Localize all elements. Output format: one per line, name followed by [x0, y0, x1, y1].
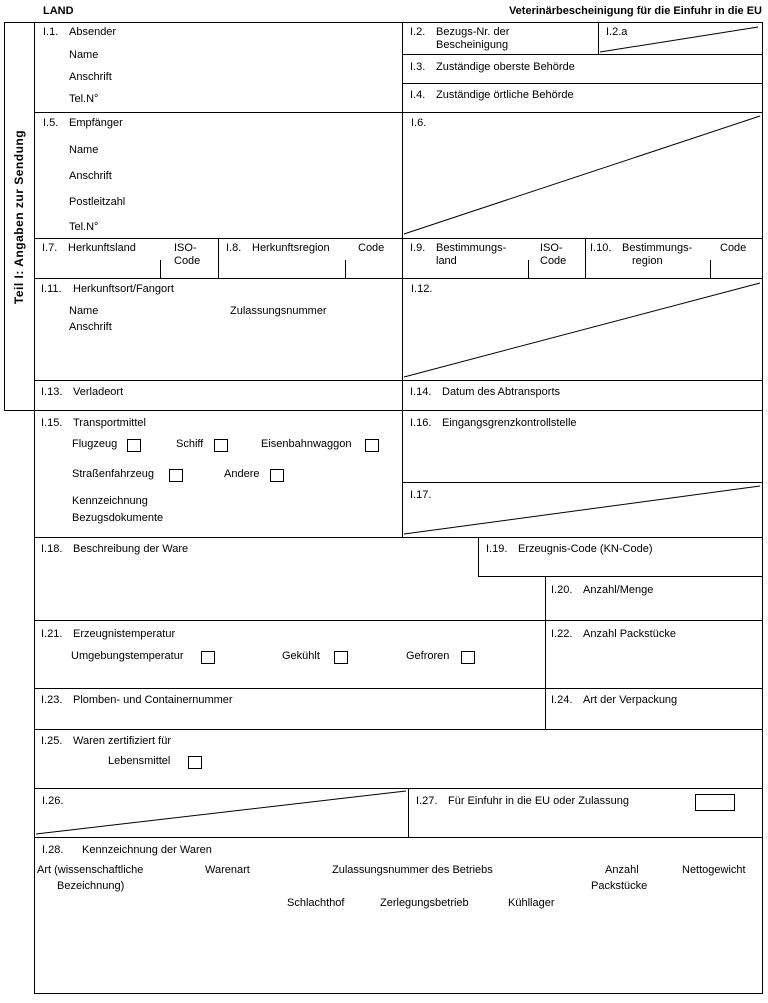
part1-sidebar-label: Teil I: Angaben zur Sendung — [12, 129, 27, 304]
field-i18 — [41, 543, 188, 556]
field-i17-number: I.17. — [410, 489, 432, 501]
field-i23-label: Plomben- und Containernummer — [73, 694, 233, 706]
field-i2 — [410, 26, 509, 52]
field-i5-tel-label: Tel.N° — [69, 221, 99, 233]
field-i3 — [410, 61, 575, 74]
field-i7-code-label: ISO- Code — [174, 242, 201, 267]
i15-other-checkbox[interactable] — [270, 469, 284, 482]
field-i1-tel-label: Tel.N° — [69, 93, 99, 105]
field-i11-address-label: Anschrift — [69, 321, 112, 333]
i28-col-net: Nettogewicht — [682, 864, 746, 876]
i25-food-label: Lebensmittel — [108, 755, 171, 767]
i21-chilled-label: Gekühlt — [282, 650, 320, 662]
i21-ambient-checkbox[interactable] — [201, 651, 215, 664]
field-i3-number: I.3. — [410, 61, 426, 73]
i15-docs-label: Bezugsdokumente — [72, 512, 164, 524]
i27-entry-box[interactable] — [695, 794, 735, 811]
field-i2-label: Bezugs-Nr. der Bescheinigung — [436, 26, 510, 51]
field-i11-label: Herkunftsort/Fangort — [73, 283, 174, 295]
field-i2-number: I.2. — [410, 26, 426, 38]
field-i27 — [416, 795, 629, 808]
field-i1-address-label: Anschrift — [69, 71, 112, 83]
field-i7-number: I.7. — [42, 242, 58, 254]
field-i1-name-label: Name — [69, 49, 99, 61]
field-i8 — [226, 242, 330, 255]
field-i19-label: Erzeugnis-Code (KN-Code) — [518, 543, 653, 555]
i21-chilled-checkbox[interactable] — [334, 651, 348, 664]
i28-col-qty-line1: Anzahl — [605, 864, 639, 876]
field-i4-label: Zuständige örtliche Behörde — [436, 89, 574, 101]
field-i18-number: I.18. — [41, 543, 63, 555]
i21-frozen-checkbox[interactable] — [461, 651, 475, 664]
field-i19 — [486, 543, 653, 556]
field-i24-label: Art der Verpackung — [583, 694, 678, 706]
field-i1-label: Absender — [69, 26, 117, 38]
field-i14 — [410, 386, 560, 399]
i15-ship-label: Schiff — [176, 438, 204, 450]
i28-col-cold-store: Kühllager — [508, 897, 555, 909]
field-i14-label: Datum des Abtransports — [442, 386, 561, 398]
field-i25 — [41, 735, 171, 748]
field-i9 — [410, 242, 506, 268]
field-i18-label: Beschreibung der Ware — [73, 543, 189, 555]
field-i23 — [41, 694, 233, 707]
field-i11-approval-label: Zulassungsnummer — [230, 305, 327, 317]
field-i28-label: Kennzeichnung der Waren — [82, 844, 212, 856]
field-i13-number: I.13. — [41, 386, 63, 398]
field-i9-code-label: ISO- Code — [540, 242, 567, 267]
field-i8-label: Herkunftsregion — [252, 242, 330, 254]
field-i24-number: I.24. — [551, 694, 573, 706]
field-i3-label: Zuständige oberste Behörde — [436, 61, 575, 73]
field-i27-label: Für Einfuhr in die EU oder Zulassung — [448, 795, 629, 807]
field-i9-number: I.9. — [410, 242, 426, 254]
field-i6-number: I.6. — [411, 117, 427, 129]
field-i12-number: I.12. — [411, 283, 433, 295]
i21-frozen-label: Gefroren — [406, 650, 450, 662]
page-title: Veterinärbescheinigung für die Einfuhr in die EU — [508, 5, 762, 17]
field-i5-number: I.5. — [43, 117, 59, 129]
field-i20-label: Anzahl/Menge — [583, 584, 654, 596]
field-i16-label: Eingangsgrenzkontrollstelle — [442, 417, 577, 429]
i15-rail-label: Eisenbahnwaggon — [261, 438, 352, 450]
field-i1-number: I.1. — [43, 26, 59, 38]
field-i13-label: Verladeort — [73, 386, 124, 398]
field-i7-label: Herkunftsland — [68, 242, 136, 254]
i15-marking-label: Kennzeichnung — [72, 495, 148, 507]
i28-col-approval: Zulassungsnummer des Betriebs — [332, 864, 493, 876]
field-i11-name-label: Name — [69, 305, 99, 317]
country-label: LAND — [43, 5, 74, 17]
i28-col-type: Warenart — [205, 864, 250, 876]
field-i11-number: I.11. — [41, 283, 62, 295]
field-i5 — [43, 117, 123, 130]
field-i23-number: I.23. — [41, 694, 63, 706]
field-i1 — [43, 26, 116, 39]
i28-col-species-line1: Art (wissenschaftliche — [37, 864, 144, 876]
field-i10-label: Bestimmungs- region — [622, 242, 693, 267]
field-i8-number: I.8. — [226, 242, 242, 254]
field-i20-number: I.20. — [551, 584, 573, 596]
field-i27-number: I.27. — [416, 795, 438, 807]
field-i10 — [590, 242, 692, 268]
i6-diagonal — [404, 116, 760, 234]
i28-col-species-line2: Bezeichnung) — [57, 880, 125, 892]
field-i28 — [42, 844, 212, 857]
field-i25-label: Waren zertifiziert für — [73, 735, 172, 747]
i15-plane-checkbox[interactable] — [127, 439, 141, 452]
field-i22-number: I.22. — [551, 628, 573, 640]
field-i21-number: I.21. — [41, 628, 63, 640]
field-i7 — [42, 242, 136, 255]
i15-road-checkbox[interactable] — [169, 469, 183, 482]
field-i10-code-label: Code — [720, 242, 747, 254]
i12-diagonal — [404, 283, 760, 377]
i28-col-cutting-plant: Zerlegungsbetrieb — [380, 897, 469, 909]
field-i15 — [41, 417, 146, 430]
part1-sidebar — [4, 22, 34, 411]
field-i15-number: I.15. — [41, 417, 63, 429]
field-i22-label: Anzahl Packstücke — [583, 628, 676, 640]
field-i16-number: I.16. — [410, 417, 432, 429]
i28-col-qty-line2: Packstücke — [591, 880, 648, 892]
i17-diagonal — [404, 486, 760, 534]
field-i24 — [551, 694, 677, 707]
strike-diagonals — [36, 27, 760, 834]
field-i28-number: I.28. — [42, 844, 64, 856]
field-i10-number: I.10. — [590, 242, 612, 254]
i21-ambient-label: Umgebungstemperatur — [71, 650, 184, 662]
field-i16 — [410, 417, 577, 430]
field-i4 — [410, 89, 574, 102]
i28-col-slaughterhouse: Schlachthof — [287, 897, 345, 909]
field-i19-number: I.19. — [486, 543, 508, 555]
i25-food-checkbox[interactable] — [188, 756, 202, 769]
field-i21 — [41, 628, 175, 641]
i15-plane-label: Flugzeug — [72, 438, 118, 450]
i15-ship-checkbox[interactable] — [214, 439, 228, 452]
field-i15-label: Transportmittel — [73, 417, 146, 429]
field-i25-number: I.25. — [41, 735, 63, 747]
field-i9-label: Bestimmungs- land — [436, 242, 507, 267]
field-i5-name-label: Name — [69, 144, 99, 156]
field-i14-number: I.14. — [410, 386, 432, 398]
field-i20 — [551, 584, 653, 597]
i15-rail-checkbox[interactable] — [365, 439, 379, 452]
field-i5-label: Empfänger — [69, 117, 123, 129]
field-i13 — [41, 386, 123, 399]
i15-road-label: Straßenfahrzeug — [72, 468, 154, 480]
field-i22 — [551, 628, 676, 641]
field-i4-number: I.4. — [410, 89, 426, 101]
field-i5-postcode-label: Postleitzahl — [69, 196, 126, 208]
field-i2a-number: I.2.a — [606, 26, 628, 38]
field-i8-code-label: Code — [358, 242, 385, 254]
field-i21-label: Erzeugnistemperatur — [73, 628, 176, 640]
field-i11 — [41, 283, 174, 296]
field-i26-number: I.26. — [42, 795, 64, 807]
i15-other-label: Andere — [224, 468, 260, 480]
field-i5-address-label: Anschrift — [69, 170, 112, 182]
i26-diagonal — [36, 791, 406, 834]
